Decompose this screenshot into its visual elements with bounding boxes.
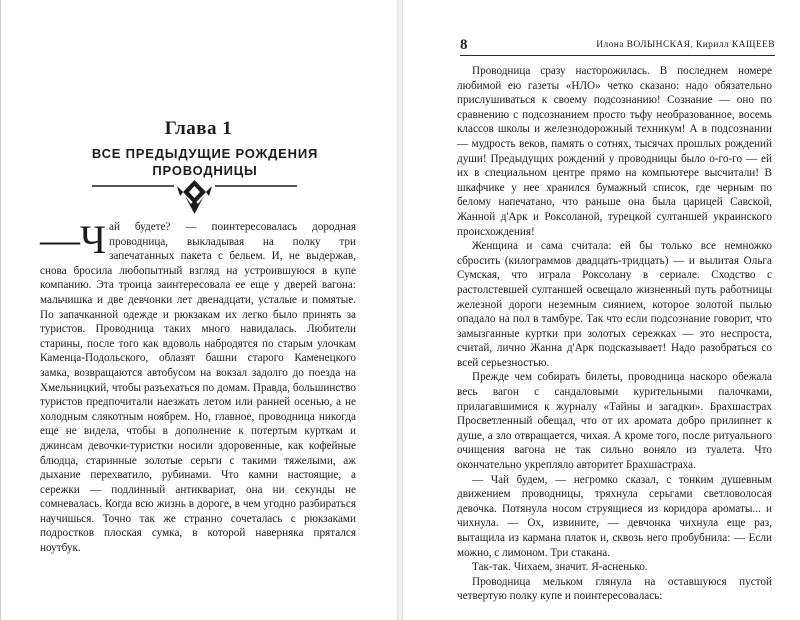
- paragraph: Прежде чем собирать билеты, проводница наскоро обежала весь вагон с сандаловыми курительными палочками, прилагавшимися к журналу «Тайны и загадки». Брахшастрах Просветленный обещал, что от их аромата добро прилипнет к душе, а зло отвращается, чихая. А кроме того, после ритуального очищения вагона не так сильно воняло из туалета. Что окончательно укрепляло авторитет Брахшастраха.: [457, 371, 772, 472]
- page-number: 8: [460, 37, 468, 53]
- chapter-title: ВСЕ ПРЕДЫДУЩИЕ РОЖДЕНИЯ ПРОВОДНИЦЫ: [91, 146, 319, 178]
- paragraph: Женщина и сама считала: ей бы только все немножко сбросить (килограммов двадцать-тридцать) — и вылитая Ольга Сумская, что играла Роксолану в сериале. Сходство с растолстевшей султаншей освещало жизненный путь работницы железной дороги неземным сиянием, которое золотой пылью опадало на пол в тамбуре. Так что если подсознание говорит, что замызганные куртки при золотых сережках — это неспроста, считай, лично Жанна д'Арк подсказывает! Надо разобраться со всей серьезностью.: [457, 240, 772, 369]
- header-rule: [460, 55, 775, 56]
- paragraph: — Чай будем, — негромко сказал, с тонким душевным движением проводницы, тряхнула серьгами светловолосая девочка. Потянула носом струящиеся из коридора ароматы... и чихнула. — Ох, извините, — девчонка чихнула еще раз, вытащила из кармана платок и, сквозь него пробубнила: — Если можно, с лимоном. Три стакана.: [457, 473, 772, 559]
- running-head: [460, 33, 775, 57]
- paragraph: Так-так. Чихаем, значит. Я-асненько.: [472, 561, 648, 574]
- page-edge: [0, 0, 1, 620]
- diamond-ornament-icon: [92, 178, 297, 218]
- paragraph-text: ай будете? — поинтересовалась дородная проводница, выкладывая на полку три запечатанных пакета с бельем. И, не выдержав, снова бросила любопытный взгляд на устроившуюся в купе компанию. Эта троица заинтересовала ее еще у дверей вагона: мальчишка и две девчонки лет двенадцати, усталые и помятые. По запачканной одежде и рюкзакам их легко было принять за туристов. Проводница таких много навидалась. Любители старины, после того как вдоволь набродятся по старым улочкам Каменца-Подольского, облазят башни старого Каменецкого замка, возвращаются автобусом на вокзал задолго до поезда на Хмельницкий, чтобы разъехаться по домам. Правда, большинство туристов предпочитали наезжать летом или ранней осенью, а не холодным слякотным ноябрем. Но, главное, проводница никогда еще не видела, чтобы в дополнение к потертым курткам и джинсам девочки-туристки носили здоровенные, как кофейные блюдца, старинные золотые серьги с такими тяжелыми, аж дыхание перехватило, рубинами. Что камни настоящие, а сережки — подлинный антиквариат, она ни секунды не сомневалась. Когда всю жизнь в дороге, в чем угодно разбираться научишься. Точно так же странно сочеталась с рюкзаками подростков плоская сумка, в которой наверняка прятался ноутбук.: [40, 221, 356, 555]
- chapter-body: [40, 217, 356, 556]
- right-page-body: [457, 64, 772, 604]
- running-head-authors: Илона ВОЛЫНСКАЯ, Кирилл КАЩЕЕВ: [596, 40, 775, 50]
- paragraph: Проводница мельком глянула на оставшуюся пустой четвертую полку купе и поинтересовалась:: [457, 575, 772, 603]
- chapter-label: Глава 1: [164, 118, 233, 139]
- drop-cap: —Ч: [40, 217, 106, 262]
- left-page: [0, 0, 397, 620]
- paragraph: Проводница сразу насторожилась. В последнем номере любимой ею газеты «НЛО» четко сказано: надо обязательно прислушиваться к своему подсознанию! Сознание — оно по сравнению с подсознанием просто тьфу необразованное, восемь классов школы и железнодорожный техникум! А в подсознании — мудрость веков, память о сотнях, тысячах прошлых рождений души! Предыдущих рождений у проводницы было о-го-го — ей их в специальном центре прямо на компьютере высчитали! В шкафчике у нее хранился бумажный список, где черным по белому напечатано, что раньше она была царицей Савской, Жанной д'Арк и Роксоланой, турецкой султаншей украинского происхождения!: [457, 65, 772, 238]
- paragraph: [40, 217, 356, 556]
